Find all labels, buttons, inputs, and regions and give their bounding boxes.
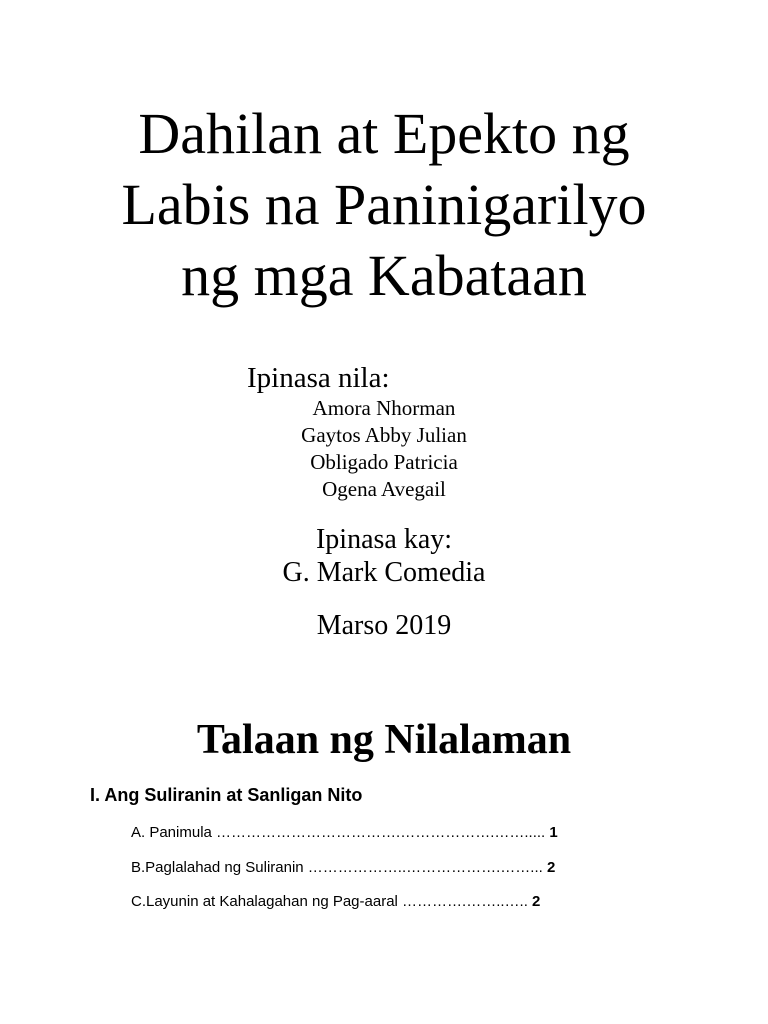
toc-entry-panimula[interactable] xyxy=(131,824,558,841)
toc-entry-page: 2 xyxy=(532,893,541,910)
teacher-name: G. Mark Comedia xyxy=(282,557,486,588)
toc-entry-layunin[interactable] xyxy=(131,893,540,910)
author-name: Obligado Patricia xyxy=(310,450,458,474)
title-line-3: ng mga Kabataan xyxy=(181,243,587,308)
author-name: Gaytos Abby Julian xyxy=(301,423,467,447)
toc-entry-label: C.Layunin at Kahalagahan ng Pag-aaral ………….……..….. xyxy=(131,893,528,910)
toc-title: Talaan ng Nilalaman xyxy=(196,717,572,763)
toc-section-heading: I. Ang Suliranin at Sanligan Nito xyxy=(90,785,363,805)
toc-entry-page: 1 xyxy=(549,824,558,841)
author-name: Amora Nhorman xyxy=(312,396,456,420)
submitted-to-label: Ipinasa kay: xyxy=(315,524,453,555)
author-list xyxy=(0,395,768,503)
toc-entry-label: A. Panimula ……………………………….……………….……..... xyxy=(131,824,546,841)
submitted-to-block xyxy=(0,523,768,589)
document-title xyxy=(0,98,768,311)
submission-date: Marso 2019 xyxy=(316,610,452,641)
toc-entry-paglalahad[interactable] xyxy=(131,859,555,876)
submitted-by-label: Ipinasa nila: xyxy=(247,362,390,394)
toc-entry-page: 2 xyxy=(546,859,556,876)
author-name: Ogena Avegail xyxy=(322,477,446,501)
title-line-1: Dahilan at Epekto ng xyxy=(138,101,630,166)
title-line-2: Labis na Paninigarilyo xyxy=(121,172,647,237)
toc-entry-label: B.Paglalahad ng Suliranin ………………..……………….……... xyxy=(131,859,543,876)
